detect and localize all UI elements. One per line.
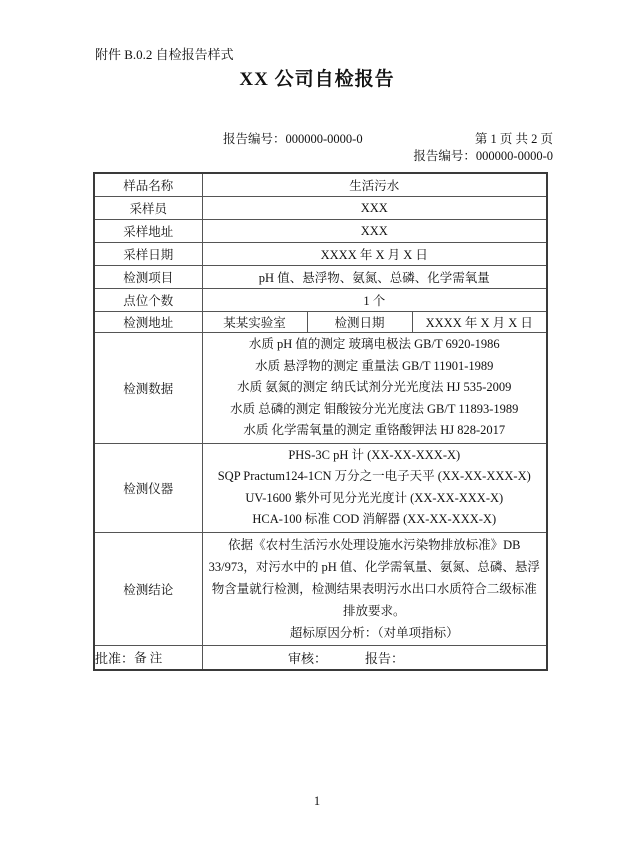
field-label: 采样员 <box>94 197 202 220</box>
approve-label: 批准： <box>95 651 135 666</box>
page-indicator: 第 1 页 共 2 页 <box>474 132 553 146</box>
field-label: 检测项目 <box>94 266 202 289</box>
field-value: XXXX 年 X 月 X 日 <box>412 312 547 333</box>
review-label: 审核： <box>288 651 328 666</box>
report-number-label: 报告编号： <box>223 132 286 146</box>
instrument-line: UV-1600 紫外可见分光光度计 (XX-XX-XXX-X) <box>245 490 504 505</box>
conclusion-text: 依据《农村生活污水处理设施水污染物排放标准》DB 33/973，对污水中的 pH 值、化学需氧量、氨氮、总磷、悬浮物含量就行检测，检测结果表明污水出口水质符合二级标准排放要求。 <box>208 537 540 618</box>
field-value: XXX <box>202 220 547 243</box>
field-value: 1 个 <box>202 289 547 312</box>
instruments-cell <box>202 443 547 532</box>
report-number <box>223 131 363 148</box>
instrument-line: HCA-100 标准 COD 消解器 (XX-XX-XXX-X) <box>252 512 497 526</box>
field-value: XXXX 年 X 月 X 日 <box>202 243 547 266</box>
table-row-sampler <box>94 197 547 220</box>
test-data-line: 水质 化学需氧量的测定 重铬酸钾法 HJ 828-2017 <box>243 423 506 437</box>
field-label: 备 注 <box>94 645 202 670</box>
field-label: 检测日期 <box>307 312 412 333</box>
table-row-point-count <box>94 289 547 312</box>
field-label: 检测结论 <box>94 532 202 645</box>
report-meta-line1 <box>223 131 553 148</box>
report-number-2 <box>413 149 553 163</box>
conclusion-analysis: 超标原因分析：（对单项指标） <box>289 625 459 640</box>
report-number-2-label: 报告编号： <box>413 149 476 163</box>
test-data-cell <box>202 333 547 444</box>
field-label: 采样地址 <box>94 220 202 243</box>
field-label: 采样日期 <box>94 243 202 266</box>
report-label: 报告： <box>365 651 405 666</box>
field-value: 某某实验室 <box>202 312 307 333</box>
page-title: XX 公司自检报告 <box>239 69 395 90</box>
table-row-instruments <box>94 443 547 532</box>
field-label: 检测仪器 <box>94 443 202 532</box>
field-value: 生活污水 <box>202 173 547 197</box>
table-row-sampling-address <box>94 220 547 243</box>
field-value: XXX <box>202 197 547 220</box>
test-data-line: 水质 总磷的测定 钼酸铵分光光度法 GB/T 11893-1989 <box>230 401 519 416</box>
test-data-line: 水质 悬浮物的测定 重量法 GB/T 11901-1989 <box>255 358 494 373</box>
table-row-conclusion <box>94 532 547 645</box>
instrument-line: PHS-3C pH 计 (XX-XX-XXX-X) <box>288 447 461 462</box>
report-meta-line2 <box>223 148 553 165</box>
test-data-line: 水质 pH 值的测定 玻璃电极法 GB/T 6920-1986 <box>248 337 500 351</box>
field-label: 样品名称 <box>94 173 202 197</box>
table-row-test-address <box>94 312 547 333</box>
field-value: pH 值、悬浮物、氨氮、总磷、化学需氧量 <box>202 266 547 289</box>
field-label: 点位个数 <box>94 289 202 312</box>
page-number: 1 <box>313 794 321 808</box>
conclusion-cell <box>202 532 547 645</box>
table-row-test-data <box>94 333 547 444</box>
table-row-test-items <box>94 266 547 289</box>
report-meta <box>223 131 553 165</box>
instrument-line: SQP Practum124-1CN 万分之一电子天平 (XX-XX-XXX-X) <box>217 469 531 483</box>
report-number-value: 000000-0000-0 <box>285 132 363 146</box>
field-label: 检测地址 <box>94 312 202 333</box>
field-label: 检测数据 <box>94 333 202 444</box>
attachment-label: 附件 B.0.2 自检报告样式 <box>95 47 234 62</box>
table-row-sample-name <box>94 173 547 197</box>
table-row-sampling-date <box>94 243 547 266</box>
test-data-line: 水质 氨氮的测定 纳氏试剂分光光度法 HJ 535-2009 <box>237 380 512 394</box>
report-number-2-value: 000000-0000-0 <box>475 149 553 163</box>
report-table <box>93 172 548 671</box>
